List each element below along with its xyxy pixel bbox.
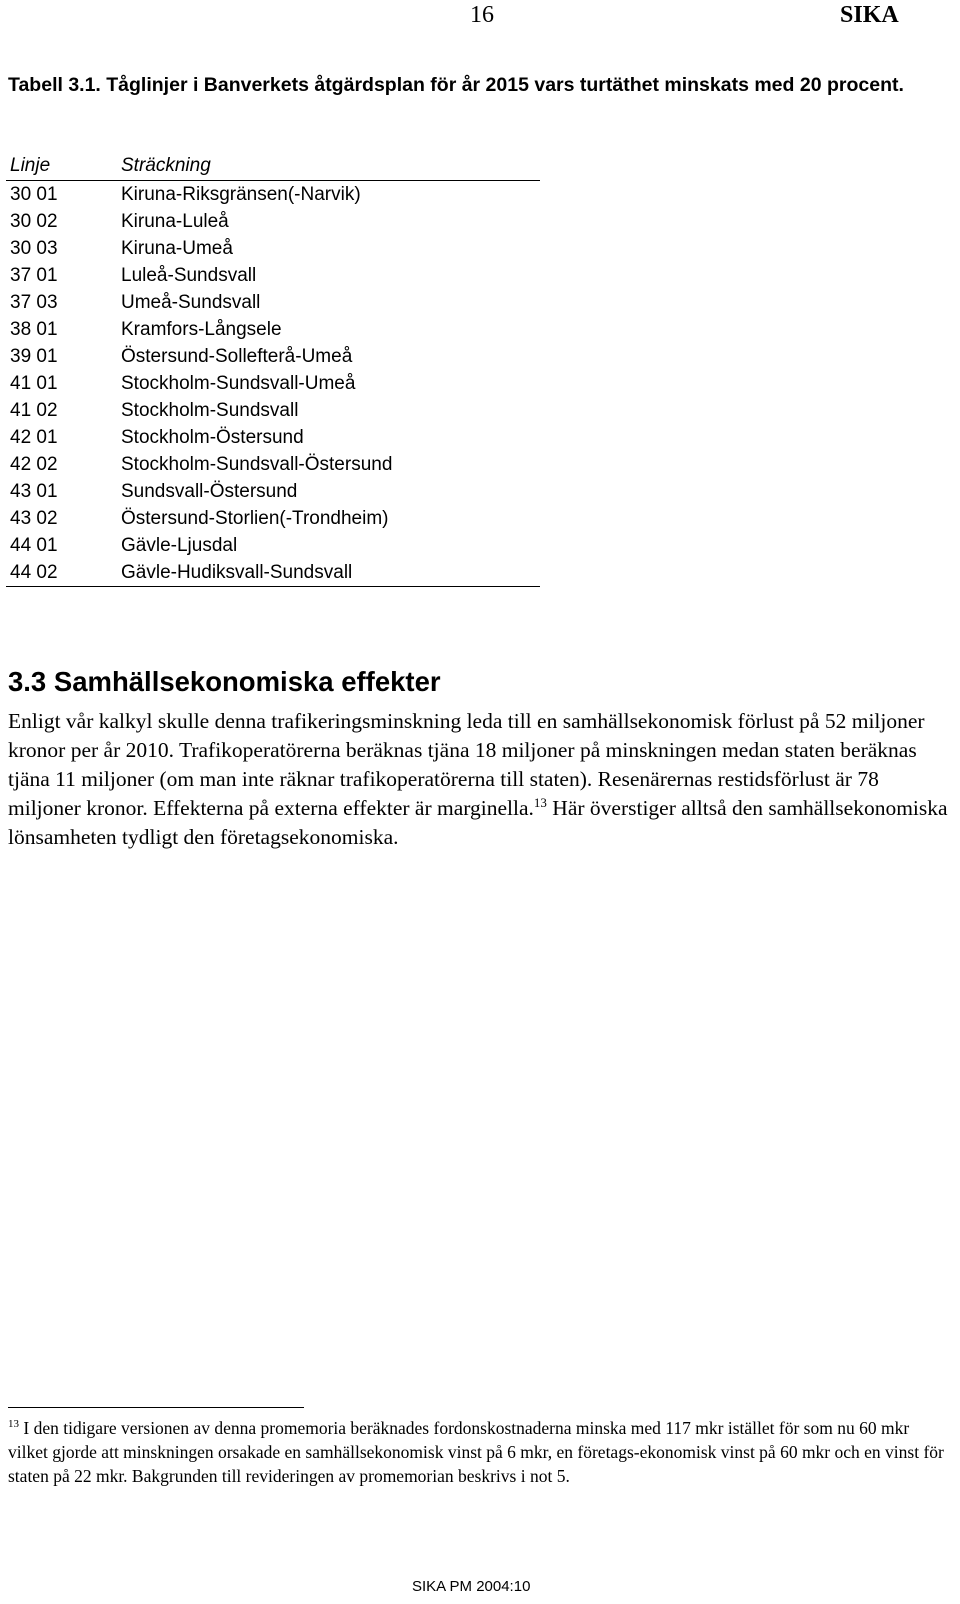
footnote-reference[interactable]: 13	[533, 795, 547, 810]
table-row	[6, 235, 540, 262]
page-footer: SIKA PM 2004:10	[412, 1578, 531, 1595]
route-cell: Sundsvall-Östersund	[121, 480, 298, 502]
route-cell: Östersund-Sollefterå-Umeå	[121, 345, 353, 367]
train-lines-table	[6, 150, 540, 587]
route-cell: Kiruna-Riksgränsen(-Narvik)	[121, 183, 361, 205]
route-cell: Gävle-Hudiksvall-Sundsvall	[121, 561, 353, 583]
table-row	[6, 370, 540, 397]
line-number-cell: 38 01	[10, 318, 58, 340]
column-header-strackning: Sträckning	[121, 155, 211, 176]
table-row	[6, 478, 540, 505]
table-row	[6, 532, 540, 559]
body-text-before: Enligt vår kalkyl skulle denna trafikeringsminskning leda till en samhällsekonomisk förlust på 52 miljoner kronor per år 2010. Trafikoperatörerna beräknas tjäna 18 miljoner på minskningen medan staten beräknas tjäna 11 miljoner (om man inte räknar trafikoperatörerna till staten). Resenärernas restidsförlust är 78 miljoner kronor. Effekterna på externa effekter är marginella.	[8, 709, 925, 820]
line-number-cell: 30 01	[10, 183, 58, 205]
footnote-divider	[8, 1407, 304, 1408]
line-number-cell: 37 01	[10, 264, 58, 286]
table-row	[6, 424, 540, 451]
line-number-cell: 42 01	[10, 426, 58, 448]
table-header-row	[6, 150, 540, 181]
table-row	[6, 451, 540, 478]
page-number: 16	[470, 2, 494, 28]
table-row	[6, 208, 540, 235]
route-cell: Kiruna-Umeå	[121, 237, 233, 259]
body-paragraph	[8, 707, 953, 852]
line-number-cell: 41 02	[10, 399, 58, 421]
route-cell: Stockholm-Östersund	[121, 426, 304, 448]
table-row	[6, 343, 540, 370]
line-number-cell: 30 03	[10, 237, 58, 259]
table-body	[6, 181, 540, 587]
route-cell: Umeå-Sundsvall	[121, 291, 261, 313]
route-cell: Stockholm-Sundsvall-Umeå	[121, 372, 356, 394]
footnote	[8, 1416, 953, 1488]
line-number-cell: 44 02	[10, 561, 58, 583]
line-number-cell: 41 01	[10, 372, 58, 394]
table-caption: Tabell 3.1. Tåglinjer i Banverkets åtgärdsplan för år 2015 vars turtäthet minskats med 20 procent.	[8, 74, 904, 96]
route-cell: Kramfors-Långsele	[121, 318, 282, 340]
footnote-text: I den tidigare versionen av denna promemoria beräknades fordonskostnaderna minska med 117 mkr istället för som nu 60 mkr vilket gjorde att minskningen orsakade en samhällsekonomisk vinst på 6 mkr, en företags-ekonomisk vinst på 60 mkr och en vinst för staten på 22 mkr. Bakgrunden till revideringen av promemorian beskrivs i not 5.	[8, 1418, 944, 1486]
line-number-cell: 43 02	[10, 507, 58, 529]
table-row	[6, 289, 540, 316]
line-number-cell: 39 01	[10, 345, 58, 367]
table-row	[6, 397, 540, 424]
table-row	[6, 181, 540, 208]
line-number-cell: 43 01	[10, 480, 58, 502]
line-number-cell: 42 02	[10, 453, 58, 475]
footnote-number: 13	[8, 1418, 19, 1430]
route-cell: Kiruna-Luleå	[121, 210, 229, 232]
table-row	[6, 316, 540, 343]
route-cell: Gävle-Ljusdal	[121, 534, 238, 556]
table-row	[6, 262, 540, 289]
column-header-linje: Linje	[10, 155, 51, 176]
line-number-cell: 30 02	[10, 210, 58, 232]
route-cell: Stockholm-Sundsvall-Östersund	[121, 453, 393, 475]
header-org: SIKA	[840, 2, 899, 28]
table-row	[6, 505, 540, 532]
section-title: 3.3 Samhällsekonomiska effekter	[8, 666, 441, 697]
route-cell: Östersund-Storlien(-Trondheim)	[121, 507, 389, 529]
route-cell: Stockholm-Sundsvall	[121, 399, 299, 421]
line-number-cell: 44 01	[10, 534, 58, 556]
body-text-after: Här överstiger alltså den samhällsekonomiska lönsamheten tydligt den företagsekonomiska.	[8, 796, 948, 849]
table-row	[6, 559, 540, 587]
route-cell: Luleå-Sundsvall	[121, 264, 257, 286]
line-number-cell: 37 03	[10, 291, 58, 313]
